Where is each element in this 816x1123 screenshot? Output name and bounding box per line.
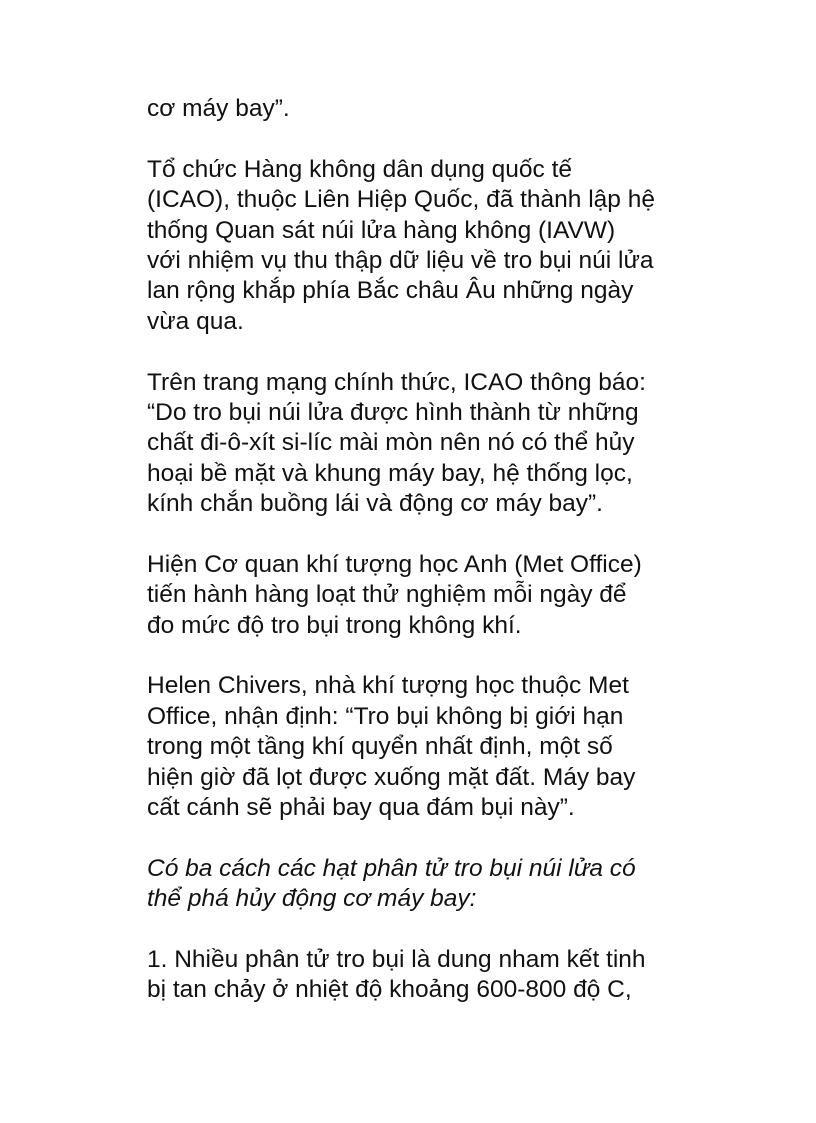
text-line: lan rộng khắp phía Bắc châu Âu những ngày [147,277,634,305]
text-line: Có ba cách các hạt phân tử tro bụi núi lửa có [147,854,636,882]
paragraph-helen-chivers-quote [147,671,707,823]
text-line: cơ máy bay”. [147,95,290,122]
paragraph-list-item-1 [147,945,707,1006]
text-line: tiến hành hàng loạt thử nghiệm mỗi ngày để [147,581,627,609]
text-line: thống Quan sát núi lửa hàng không (IAVW) [147,216,616,244]
text-line: (ICAO), thuộc Liên Hiệp Quốc, đã thành lập hệ [147,186,655,214]
text-line: cất cánh sẽ phải bay qua đám bụi này”. [147,793,575,821]
text-line: 1. Nhiều phân tử tro bụi là dung nham kết tinh [147,945,646,973]
text-line: bị tan chảy ở nhiệt độ khoảng 600-800 độ C, [147,976,632,1004]
text-line: thể phá hủy động cơ máy bay: [147,885,477,913]
text-line: với nhiệm vụ thu thập dữ liệu về tro bụi núi lửa [147,246,654,274]
text-line: Tổ chức Hàng không dân dụng quốc tế [147,155,573,183]
paragraph-icao-announcement [147,368,707,520]
text-line: hoại bề mặt và khung máy bay, hệ thống lọc, [147,459,633,487]
text-line: đo mức độ tro bụi trong không khí. [147,611,522,639]
document-page [147,94,707,1036]
text-line: “Do tro bụi núi lửa được hình thành từ những [147,398,639,426]
text-line: Office, nhận định: “Tro bụi không bị giới hạn [147,702,624,730]
text-line: vừa qua. [147,307,244,335]
paragraph-met-office [147,550,707,641]
text-line: chất đi-ô-xít si-líc mài mòn nên nó có thể hủy [147,429,635,457]
paragraph-continuation [147,94,707,124]
text-line: Hiện Cơ quan khí tượng học Anh (Met Office) [147,550,642,578]
text-line: kính chắn buồng lái và động cơ máy bay”. [147,490,603,518]
text-line: Trên trang mạng chính thức, ICAO thông báo: [147,368,646,396]
text-line: hiện giờ đã lọt được xuống mặt đất. Máy bay [147,763,636,791]
paragraph-italic-subheading [147,854,707,915]
paragraph-icao-iavw [147,155,707,337]
text-line: Helen Chivers, nhà khí tượng học thuộc Met [147,672,629,700]
text-line: trong một tầng khí quyển nhất định, một số [147,733,613,761]
